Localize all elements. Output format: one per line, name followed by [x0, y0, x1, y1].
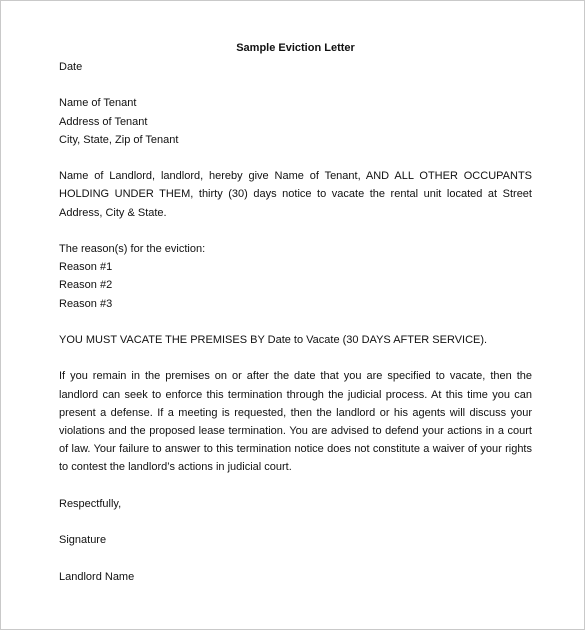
spacer	[59, 549, 532, 567]
spacer	[59, 313, 532, 331]
warning-paragraph: If you remain in the premises on or after the date that you are specified to vacate, then the landlord can seek to enforce this termination through the judicial process. At this time you can present a defense. If a meeting is requested, then the landlord or his agents will discuss your violations and the proposed lease termination. You are advised to defend your actions in a court of law. Your failure to answer to this termination notice does not constitute a waiver of your rights to contest the landlord’s actions in judicial court.	[59, 370, 532, 474]
tenant-address: Address of Tenant	[59, 115, 148, 128]
spacer	[59, 349, 532, 367]
notice-paragraph: Name of Landlord, landlord, hereby give Name of Tenant, AND ALL OTHER OCCUPANTS HOLDING UNDER THEM, thirty (30) days notice to vacate the rental unit located at Street Address, City & State.	[59, 170, 532, 219]
tenant-city-state-zip: City, State, Zip of Tenant	[59, 133, 179, 146]
spacer	[59, 222, 532, 240]
closing: Respectfully,	[59, 497, 122, 510]
letter-body	[59, 39, 532, 586]
letter-title: Sample Eviction Letter	[236, 42, 355, 54]
vacate-line: YOU MUST VACATE THE PREMISES BY Date to Vacate (30 DAYS AFTER SERVICE).	[59, 333, 488, 346]
signature-line: Signature	[59, 534, 107, 547]
reason-item: Reason #3	[59, 297, 113, 310]
tenant-name: Name of Tenant	[59, 97, 137, 110]
landlord-name: Landlord Name	[59, 570, 135, 583]
spacer	[59, 513, 532, 531]
letter-date: Date	[59, 61, 83, 73]
recipient-block	[59, 94, 532, 149]
spacer	[59, 477, 532, 495]
reason-item: Reason #1	[59, 261, 113, 274]
spacer	[59, 149, 532, 167]
reasons-list	[59, 258, 532, 313]
reasons-heading: The reason(s) for the eviction:	[59, 242, 206, 255]
spacer	[59, 76, 532, 94]
reason-item: Reason #2	[59, 279, 113, 292]
